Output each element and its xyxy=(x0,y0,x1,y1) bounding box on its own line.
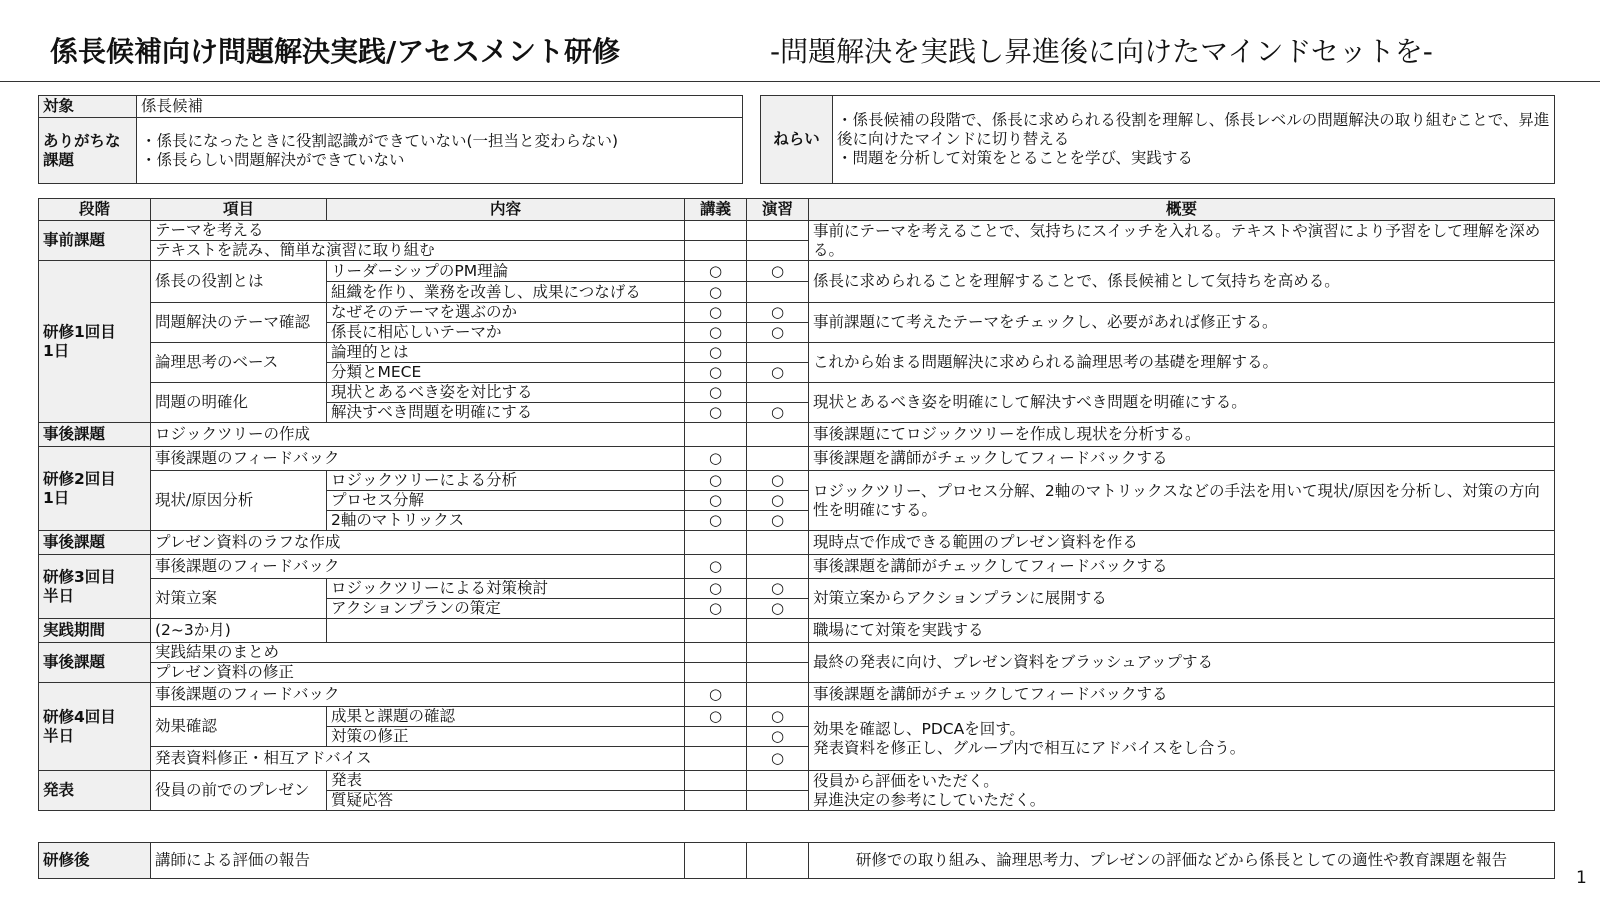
item-cell: 事後課題のフィードバック xyxy=(151,555,685,579)
item-cell: 講師による評価の報告 xyxy=(151,843,685,879)
content-cell: 分類とMECE xyxy=(327,363,685,383)
lecture-mark: ○ xyxy=(685,303,747,323)
content-cell: リーダーシップのPM理論 xyxy=(327,261,685,282)
lecture-mark: ○ xyxy=(685,707,747,727)
aim-text: ・係長候補の段階で、係長に求められる役割を理解し、係長レベルの問題解決の取り組むことで、昇進後に向けたマインドに切り替える ・問題を分析して対策をとることを学び、実践する xyxy=(833,96,1555,184)
target-value: 係長候補 xyxy=(137,96,743,118)
item-cell: 実践結果のまとめ xyxy=(151,643,685,663)
stage-cell: 研修後 xyxy=(39,843,151,879)
content-cell: 係長に相応しいテーマか xyxy=(327,323,685,343)
lecture-mark: ○ xyxy=(685,282,747,303)
table-row xyxy=(39,643,1555,663)
page-subtitle: -問題解決を実践し昇進後に向けたマインドセットを- xyxy=(770,35,1433,68)
stage-cell: 発表 xyxy=(39,771,151,811)
summary-cell: 事後課題を講師がチェックしてフィードバックする xyxy=(809,683,1555,707)
item-cell: 発表資料修正・相互アドバイス xyxy=(151,747,685,771)
lecture-mark: ○ xyxy=(685,491,747,511)
item-cell: 事後課題のフィードバック xyxy=(151,447,685,471)
exercise-mark: ○ xyxy=(747,363,809,383)
stage-cell: 研修4回目 半日 xyxy=(39,683,151,771)
table-row xyxy=(39,707,1555,727)
content-cell: ロジックツリーによる分析 xyxy=(327,471,685,491)
content-cell: なぜそのテーマを選ぶのか xyxy=(327,303,685,323)
lecture-mark: ○ xyxy=(685,403,747,423)
exercise-mark: ○ xyxy=(747,403,809,423)
item-cell: プレゼン資料のラフな作成 xyxy=(151,531,685,555)
exercise-cell xyxy=(747,221,809,241)
target-issue-table xyxy=(38,95,743,184)
table-row xyxy=(39,555,1555,579)
stage-cell: 研修3回目 半日 xyxy=(39,555,151,619)
table-row xyxy=(39,531,1555,555)
table-row xyxy=(39,619,1555,643)
lecture-mark: ○ xyxy=(685,599,747,619)
summary-cell: 現状とあるべき姿を明確にして解決すべき問題を明確にする。 xyxy=(809,383,1555,423)
item-cell: 問題の明確化 xyxy=(151,383,327,423)
exercise-mark: ○ xyxy=(747,323,809,343)
table-row xyxy=(39,579,1555,599)
aim-label: ねらい xyxy=(761,96,833,184)
table-row xyxy=(39,343,1555,363)
lecture-mark: ○ xyxy=(685,343,747,363)
summary-cell: 対策立案からアクションプランに展開する xyxy=(809,579,1555,619)
header-content: 内容 xyxy=(327,199,685,221)
page-number: 1 xyxy=(1576,868,1587,888)
summary-cell: 事後課題を講師がチェックしてフィードバックする xyxy=(809,555,1555,579)
lecture-mark: ○ xyxy=(685,261,747,282)
table-row xyxy=(39,447,1555,471)
item-cell: 事後課題のフィードバック xyxy=(151,683,685,707)
header-exercise: 演習 xyxy=(747,199,809,221)
content-cell: ロジックツリーによる対策検討 xyxy=(327,579,685,599)
stage-cell: 事後課題 xyxy=(39,423,151,447)
summary-cell: 効果を確認し、PDCAを回す。 発表資料を修正し、グループ内で相互にアドバイスをし合う。 xyxy=(809,707,1555,771)
table-row xyxy=(39,683,1555,707)
stage-cell: 事後課題 xyxy=(39,531,151,555)
lecture-mark: ○ xyxy=(685,511,747,531)
summary-cell: 事後課題にてロジックツリーを作成し現状を分析する。 xyxy=(809,423,1555,447)
content-cell: 発表 xyxy=(327,771,685,791)
lecture-mark: ○ xyxy=(685,471,747,491)
summary-cell: これから始まる問題解決に求められる論理思考の基礎を理解する。 xyxy=(809,343,1555,383)
stage-cell: 事後課題 xyxy=(39,643,151,683)
content-cell: 成果と課題の確認 xyxy=(327,707,685,727)
post-training-table xyxy=(38,842,1555,879)
table-row xyxy=(39,423,1555,447)
exercise-mark: ○ xyxy=(747,727,809,747)
content-cell: 対策の修正 xyxy=(327,727,685,747)
item-cell: 論理思考のベース xyxy=(151,343,327,383)
item-cell: ロジックツリーの作成 xyxy=(151,423,685,447)
exercise-mark: ○ xyxy=(747,747,809,771)
stage-cell: 研修1回目 1日 xyxy=(39,261,151,423)
summary-cell: 事前課題にて考えたテーマをチェックし、必要があれば修正する。 xyxy=(809,303,1555,343)
table-row xyxy=(39,221,1555,241)
item-cell: (2~3か月) xyxy=(151,619,327,643)
stage-cell: 研修2回目 1日 xyxy=(39,447,151,531)
curriculum-table xyxy=(38,198,1555,811)
issue-line: ・係長らしい問題解決ができていない xyxy=(141,150,405,169)
summary-cell: 現時点で作成できる範囲のプレゼン資料を作る xyxy=(809,531,1555,555)
lecture-mark: ○ xyxy=(685,683,747,707)
page-title: 係長候補向け問題解決実践/アセスメント研修 xyxy=(50,35,620,68)
target-label: 対象 xyxy=(39,96,137,118)
content-cell: 質疑応答 xyxy=(327,791,685,811)
exercise-mark: ○ xyxy=(747,261,809,282)
lecture-mark: ○ xyxy=(685,363,747,383)
stage-cell: 事前課題 xyxy=(39,221,151,261)
table-row xyxy=(39,383,1555,403)
item-cell: テーマを考える xyxy=(151,221,685,241)
lecture-mark: ○ xyxy=(685,383,747,403)
lecture-mark: ○ xyxy=(685,555,747,579)
lecture-mark: ○ xyxy=(685,447,747,471)
summary-cell: ロジックツリー、プロセス分解、2軸のマトリックスなどの手法を用いて現状/原因を分析し、対策の方向性を明確にする。 xyxy=(809,471,1555,531)
exercise-mark: ○ xyxy=(747,471,809,491)
aim-table xyxy=(760,95,1555,184)
item-cell: 効果確認 xyxy=(151,707,327,747)
content-cell: アクションプランの策定 xyxy=(327,599,685,619)
content-cell: 解決すべき問題を明確にする xyxy=(327,403,685,423)
exercise-mark: ○ xyxy=(747,599,809,619)
table-row xyxy=(39,261,1555,282)
issue-line: ・係長になったときに役割認識ができていない(一担当と変わらない) xyxy=(141,131,619,150)
table-row xyxy=(39,843,1555,879)
exercise-mark: ○ xyxy=(747,707,809,727)
content-cell: 論理的とは xyxy=(327,343,685,363)
summary-cell: 研修での取り組み、論理思考力、プレゼンの評価などから係長としての適性や教育課題を報告 xyxy=(809,843,1555,879)
content-cell: プロセス分解 xyxy=(327,491,685,511)
lecture-cell xyxy=(685,221,747,241)
summary-cell: 係長に求められることを理解することで、係長候補として気持ちを高める。 xyxy=(809,261,1555,303)
item-cell: 対策立案 xyxy=(151,579,327,619)
item-cell: 問題解決のテーマ確認 xyxy=(151,303,327,343)
item-cell: プレゼン資料の修正 xyxy=(151,663,685,683)
table-row xyxy=(39,303,1555,323)
lecture-mark: ○ xyxy=(685,323,747,343)
header-lecture: 講義 xyxy=(685,199,747,221)
exercise-mark: ○ xyxy=(747,491,809,511)
item-cell: 現状/原因分析 xyxy=(151,471,327,531)
exercise-mark: ○ xyxy=(747,511,809,531)
header-summary: 概要 xyxy=(809,199,1555,221)
summary-cell: 事後課題を講師がチェックしてフィードバックする xyxy=(809,447,1555,471)
summary-cell: 最終の発表に向け、プレゼン資料をブラッシュアップする xyxy=(809,643,1555,683)
content-cell: 組織を作り、業務を改善し、成果につなげる xyxy=(327,282,685,303)
stage-cell: 実践期間 xyxy=(39,619,151,643)
summary-cell: 役員から評価をいただく。 昇進決定の参考にしていただく。 xyxy=(809,771,1555,811)
header-item: 項目 xyxy=(151,199,327,221)
exercise-mark: ○ xyxy=(747,303,809,323)
summary-cell: 事前にテーマを考えることで、気持ちにスイッチを入れる。テキストや演習により予習をして理解を深める。 xyxy=(809,221,1555,261)
title-bar xyxy=(0,0,1600,82)
item-cell: 係長の役割とは xyxy=(151,261,327,303)
item-cell: テキストを読み、簡単な演習に取り組む xyxy=(151,241,685,261)
issue-label: ありがちな課題 xyxy=(39,118,137,184)
item-cell: 役員の前でのプレゼン xyxy=(151,771,327,811)
header-stage: 段階 xyxy=(39,199,151,221)
table-row xyxy=(39,771,1555,791)
content-cell: 現状とあるべき姿を対比する xyxy=(327,383,685,403)
lecture-mark: ○ xyxy=(685,579,747,599)
table-row xyxy=(39,471,1555,491)
summary-cell: 職場にて対策を実践する xyxy=(809,619,1555,643)
content-cell: 2軸のマトリックス xyxy=(327,511,685,531)
exercise-mark: ○ xyxy=(747,579,809,599)
issue-value xyxy=(137,118,743,184)
